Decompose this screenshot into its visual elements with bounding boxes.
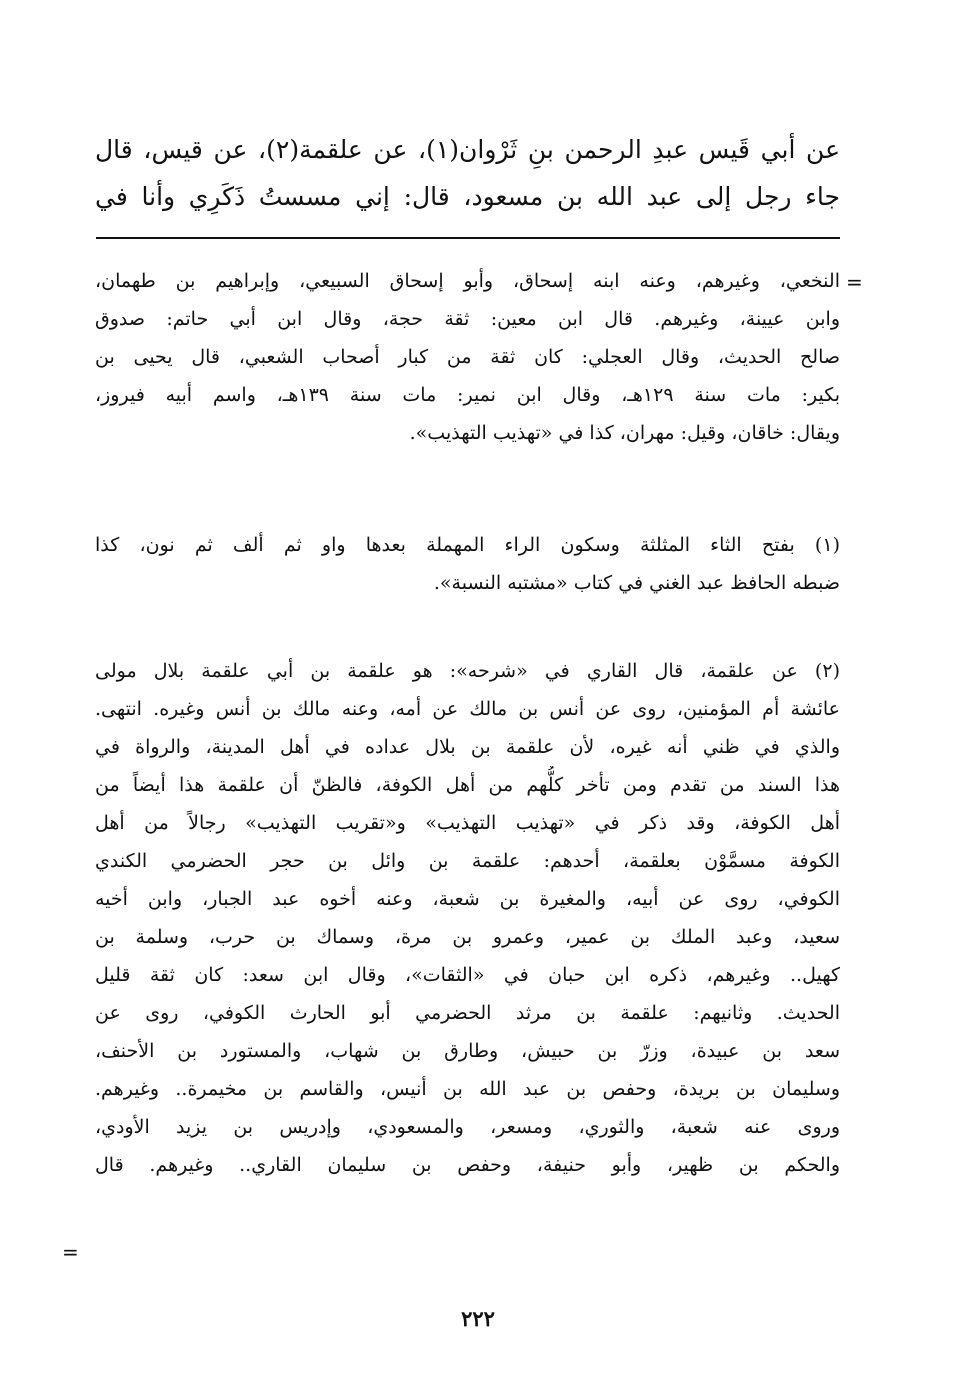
main-text-line: عن أبي قَيس عبدِ الرحمن بنِ ثَرْوان(١)، عن علقمة(٢)، عن قيس، قال bbox=[95, 135, 840, 164]
footnote-line: سعد بن عبيدة، وزرّ بن حبيش، وطارق بن شهاب، والمستورد بن الأحنف، bbox=[95, 1040, 840, 1062]
footnote-line: كهيل.. وغيرهم، ذكره ابن حبان في «الثقات»، وقال ابن سعد: كان ثقة قليل bbox=[95, 964, 840, 986]
footnote-line: عائشة أم المؤمنين، روى عن أنس بن مالك عن أمه، وعنه مالك بن أنس وغيره. انتهى. bbox=[95, 698, 840, 720]
continuation-mark-top: = bbox=[846, 270, 863, 294]
footnote-line: بكير: مات سنة ١٢٩هـ، وقال ابن نمير: مات سنة ١٣٩هـ، واسم أبيه فيروز، bbox=[95, 384, 840, 406]
footnote-line: وروى عنه شعبة، والثوري، ومسعر، والمسعودي، وإدريس بن يزيد الأودي، bbox=[95, 1116, 840, 1138]
footnote-line: والذي في ظني أنه غيره، لأن علقمة بن بلال عداده في أهل المدينة، والرواة في bbox=[95, 736, 840, 758]
continuation-mark-bottom: = bbox=[62, 1240, 79, 1264]
page-number: ٢٢٢ bbox=[461, 1306, 495, 1331]
footnote-line: ضبطه الحافظ عبد الغني في كتاب «مشتبه النسبة». bbox=[433, 572, 840, 594]
footnote-line: هذا السند من تقدم ومن تأخر كلُّهم من أهل الكوفة، فالظنّ أن علقمة هذا أيضاً من bbox=[95, 774, 840, 796]
footnote-line: سعيد، وعبد الملك بن عمير، وعمرو بن مرة، وسماك بن حرب، وسلمة بن bbox=[95, 926, 840, 948]
main-text-line: جاء رجل إلى عبد الله بن مسعود، قال: إني مسستُ ذَكَرِي وأنا في bbox=[95, 182, 840, 211]
footnote-line: صالح الحديث، وقال العجلي: كان ثقة من كبار أصحاب الشعبي، قال يحيى بن bbox=[95, 346, 840, 368]
main-text bbox=[95, 126, 840, 220]
footnote-separator bbox=[96, 237, 840, 239]
footnote-line: الكوفة مسمَّوْن بعلقمة، أحدهم: علقمة بن وائل بن حجر الحضرمي الكندي bbox=[95, 850, 840, 872]
footnote-2 bbox=[95, 652, 840, 1184]
footnote-line: الكوفي، روى عن أبيه، والمغيرة بن شعبة، وعنه أخوه عبد الجبار، وابن أخيه bbox=[95, 888, 840, 910]
footnote-line: ويقال: خاقان، وقيل: مهران، كذا في «تهذيب التهذيب». bbox=[409, 422, 840, 444]
footnote-1 bbox=[95, 526, 840, 602]
footnote-line: وسليمان بن بريدة، وحفص بن عبد الله بن أنيس، والقاسم بن مخيمرة.. وغيرهم. bbox=[95, 1078, 840, 1100]
footnote-line: وابن عيينة، وغيرهم. قال ابن معين: ثقة حجة، وقال ابن أبي حاتم: صدوق bbox=[95, 308, 840, 330]
footnote-line: (٢) عن علقمة، قال القاري في «شرحه»: هو علقمة بن أبي علقمة بلال مولى bbox=[95, 660, 840, 682]
footnote-line: النخعي، وغيرهم، وعنه ابنه إسحاق، وأبو إسحاق السبيعي، وإبراهيم بن طهمان، bbox=[95, 270, 840, 292]
footnote-line: الحديث. وثانيهم: علقمة بن مرثد الحضرمي أبو الحارث الكوفي، روى عن bbox=[95, 1002, 840, 1024]
footnote-line: والحكم بن ظهير، وأبو حنيفة، وحفص بن سليمان القاري.. وغيرهم. قال bbox=[95, 1154, 840, 1176]
footnote-line: (١) بفتح الثاء المثلثة وسكون الراء المهملة بعدها واو ثم ألف ثم نون، كذا bbox=[95, 534, 840, 556]
footnote-continued bbox=[95, 262, 840, 452]
footnote-line: أهل الكوفة، وقد ذكر في «تهذيب التهذيب» و«تقريب التهذيب» رجالاً من أهل bbox=[95, 812, 840, 834]
